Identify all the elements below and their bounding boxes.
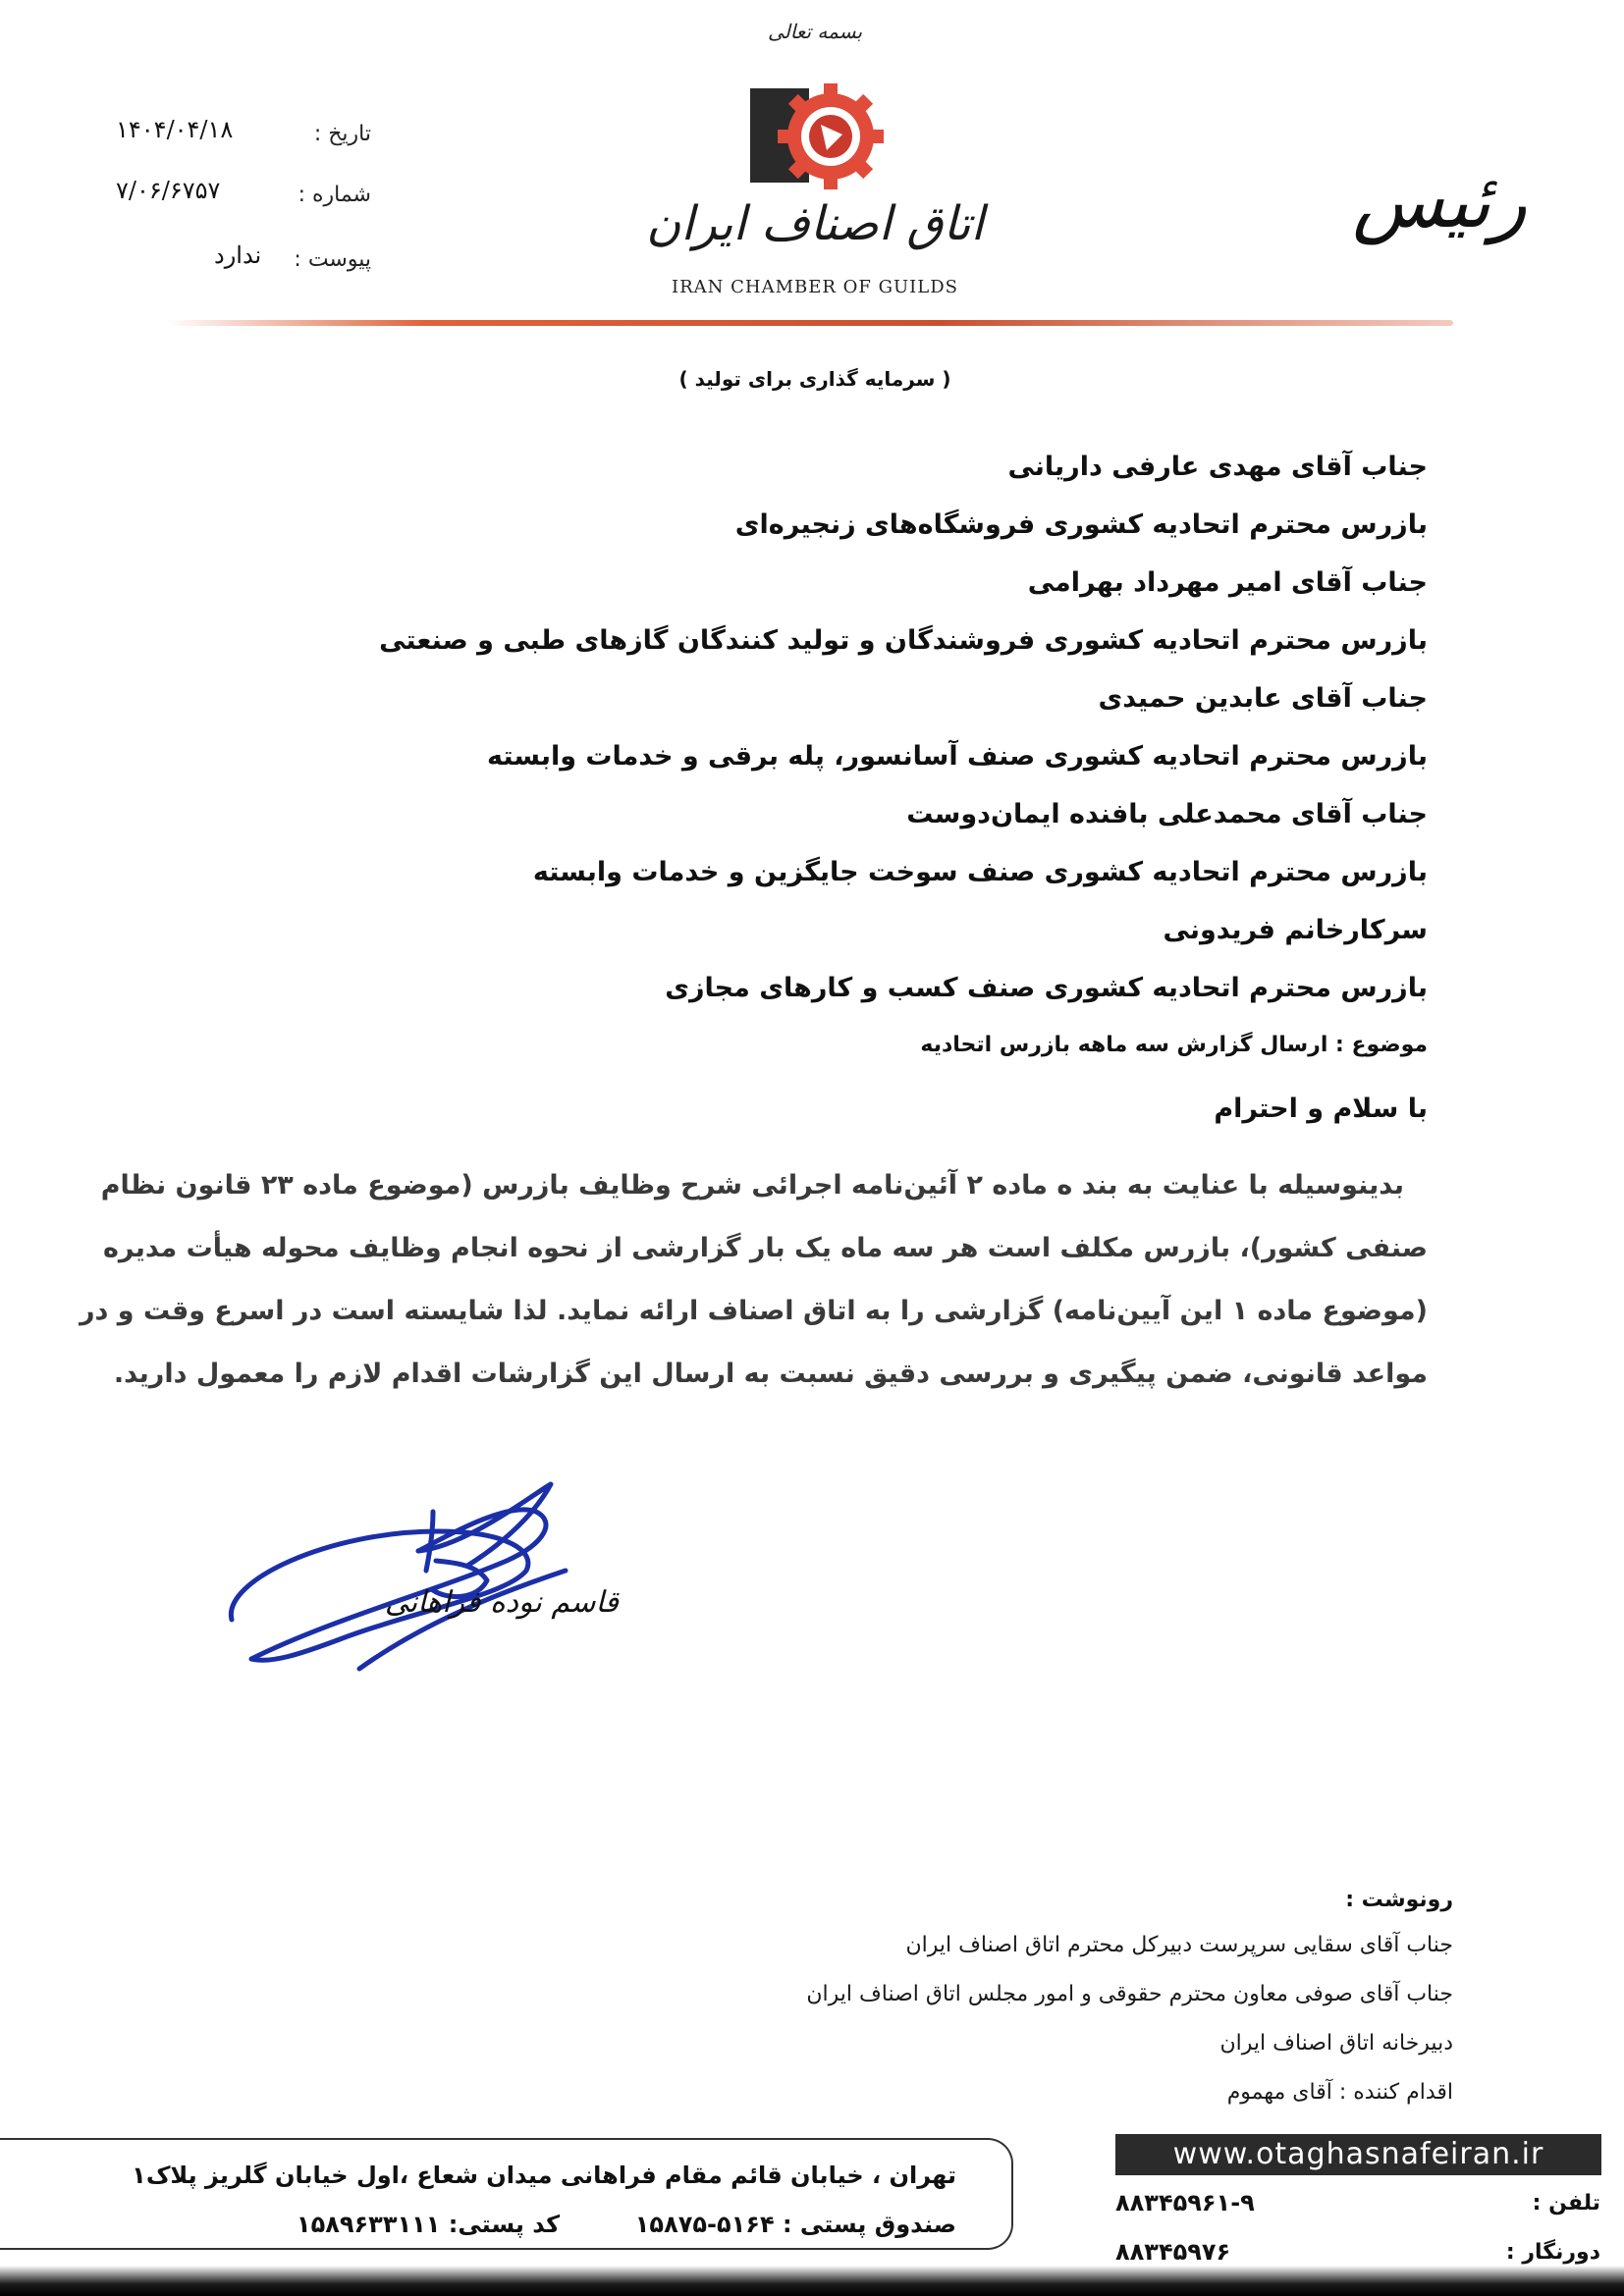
number-label: شماره : — [298, 183, 371, 207]
cc-block — [569, 1880, 1453, 2117]
header-divider — [167, 320, 1453, 326]
cc-title: رونوشت : — [1345, 1888, 1453, 1912]
recipient-line: بازرس محترم اتحادیه کشوری صنف آسانسور، پله برقی و خدمات وابسته — [486, 741, 1428, 772]
signature-scribble — [212, 1472, 624, 1679]
org-name-en: IRAN CHAMBER OF GUILDS — [671, 277, 959, 297]
fax-label: دورنگار : — [1505, 2240, 1600, 2265]
motto: ( سرمایه گذاری برای تولید ) — [678, 367, 951, 391]
recipient-line: بازرس محترم اتحادیه کشوری صنف کسب و کارهای مجازی — [665, 973, 1428, 1003]
date-label: تاریخ : — [313, 122, 371, 146]
recipients-block — [151, 438, 1428, 1017]
cc-line: جناب آقای سقایی سرپرست دبیرکل محترم اتاق اصناف ایران — [905, 1933, 1453, 1957]
recipient-line: جناب آقای عابدین حمیدی — [1098, 683, 1428, 714]
bismillah-text: بسمه تعالی — [767, 20, 863, 43]
recipient-line: جناب آقای مهدی عارفی داریانی — [1007, 452, 1428, 482]
phone-value: ۸۸۳۴۵۹۶۱-۹ — [1115, 2189, 1255, 2216]
body-line: (موضوع ماده ۱ این آیین‌نامه) گزارشی را به اتاق اصناف ارائه نماید. لذا شایسته است در اسرع وقت و در — [80, 1296, 1428, 1326]
greeting: با سلام و احترام — [1214, 1094, 1428, 1124]
body-line: صنفی کشور)، بازرس مکلف است هر سه ماه یک بار گزارشی از نحوه انجام وظایف محوله هیأت مدیره — [102, 1233, 1428, 1263]
attachment-value: ندارد — [214, 241, 262, 269]
postal-code-value: ۱۵۸۹۶۳۳۱۱۱ — [296, 2211, 441, 2238]
recipient-line: بازرس محترم اتحادیه کشوری صنف سوخت جایگزین و خدمات وابسته — [532, 857, 1428, 887]
org-name-fa: اتاق اصناف ایران — [646, 196, 984, 251]
po-box-value: ۵۱۶۴-۱۵۸۷۵ — [634, 2211, 775, 2238]
letter-subject: موضوع : ارسال گزارش سه ماهه بازرس اتحادیه — [920, 1033, 1428, 1057]
postal-code-label: کد پستی: — [448, 2211, 561, 2238]
website-link[interactable]: www.otaghasnafeiran.ir — [1115, 2134, 1601, 2175]
number-value: ۷/۰۶/۶۷۵۷ — [116, 177, 221, 204]
attachment-label: پیوست : — [294, 247, 371, 272]
number-row — [116, 177, 371, 216]
chamber-logo — [746, 82, 893, 190]
po-box-label: صندوق پستی : — [782, 2211, 956, 2238]
date-value: ۱۴۰۴/۰۴/۱۸ — [116, 116, 234, 143]
body-line: بدینوسیله با عنایت به بند ه ماده ۲ آئین‌نامه اجرائی شرح وظایف بازرس (موضوع ماده ۲۳ قانون نظام — [100, 1170, 1404, 1201]
recipient-line: جناب آقای امیر مهرداد بهرامی — [1027, 567, 1428, 598]
phone-label: تلفن : — [1532, 2191, 1600, 2216]
footer-bottom-band — [0, 2266, 1624, 2296]
letter-body — [80, 1154, 1428, 1406]
cc-line: جناب آقای صوفی معاون محترم حقوقی و امور مجلس اتاق اصناف ایران — [806, 1982, 1453, 2006]
recipient-line: بازرس محترم اتحادیه کشوری فروشندگان و تولید کنندگان گازهای طبی و صنعتی — [379, 625, 1428, 656]
recipient-line: سرکارخانم فریدونی — [1163, 915, 1428, 945]
cc-line: اقدام کننده : آقای مهموم — [1226, 2080, 1453, 2105]
recipient-line: بازرس محترم اتحادیه کشوری فروشگاه‌های زنجیره‌ای — [734, 509, 1428, 540]
title-stamp: رئیس — [1352, 157, 1527, 244]
signer-name: قاسم نوده فراهانی — [384, 1585, 619, 1620]
footer-address: تهران ، خیابان قائم مقام فراهانی میدان شعاع ،اول خیابان گلریز پلاک۱ — [132, 2162, 956, 2189]
date-row — [116, 116, 371, 155]
body-line: مواعد قانونی، ضمن پیگیری و بررسی دقیق نسبت به ارسال این گزارشات اقدام لازم را معمول دارید. — [113, 1359, 1428, 1389]
attachment-row — [116, 241, 371, 281]
footer-postal-info — [297, 2211, 956, 2238]
cc-line: دبیرخانه اتاق اصناف ایران — [1219, 2031, 1453, 2056]
recipient-line: جناب آقای محمدعلی بافنده ایمان‌دوست — [906, 799, 1428, 829]
fax-value: ۸۸۳۴۵۹۷۶ — [1115, 2238, 1231, 2266]
